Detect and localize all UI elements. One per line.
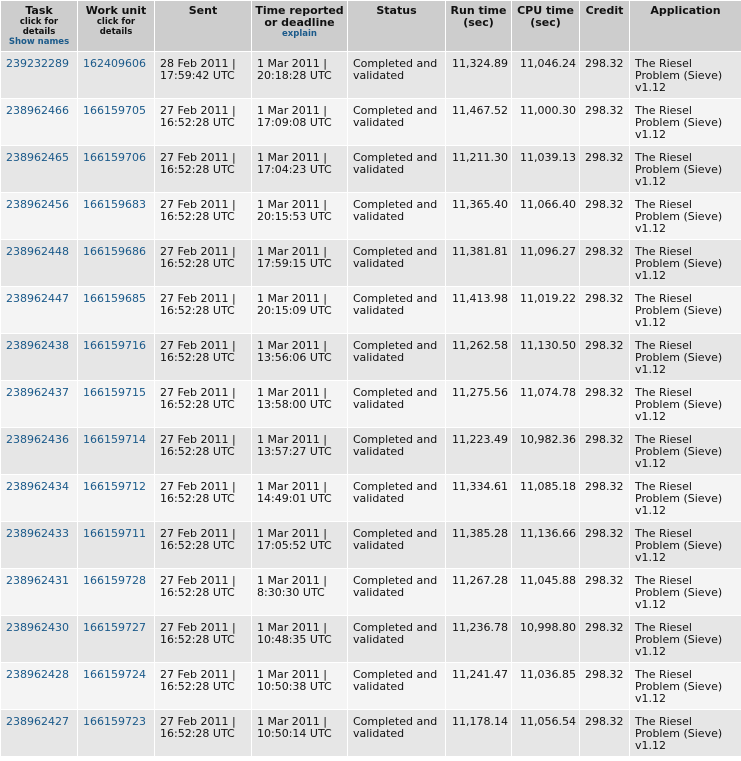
workunit-cell [78,616,155,663]
reported-cell: 1 Mar 2011 | 20:15:09 UTC [252,287,348,334]
header-application [630,1,741,52]
application-cell: The Riesel Problem (Sieve) v1.12 [630,240,741,287]
application-cell: The Riesel Problem (Sieve) v1.12 [630,616,741,663]
credit-cell: 298.32 [580,710,630,757]
sent-cell: 27 Feb 2011 | 16:52:28 UTC [155,193,252,240]
task-link[interactable]: 238962448 [6,245,69,258]
header-sent [155,1,252,52]
reported-cell: 1 Mar 2011 | 17:05:52 UTC [252,522,348,569]
cpu-time-cell: 11,036.85 [512,663,580,710]
status-cell: Completed and validated [348,569,446,616]
table-row [1,663,741,710]
header-credit [580,1,630,52]
status-cell: Completed and validated [348,522,446,569]
workunit-cell [78,569,155,616]
workunit-cell [78,475,155,522]
reported-cell: 1 Mar 2011 | 8:30:30 UTC [252,569,348,616]
run-time-cell: 11,262.58 [446,334,512,381]
workunit-link[interactable]: 166159706 [83,151,146,164]
task-link[interactable]: 238962427 [6,715,69,728]
status-cell: Completed and validated [348,710,446,757]
workunit-cell [78,522,155,569]
credit-cell: 298.32 [580,240,630,287]
sent-cell: 27 Feb 2011 | 16:52:28 UTC [155,146,252,193]
credit-cell: 298.32 [580,334,630,381]
reported-cell: 1 Mar 2011 | 17:09:08 UTC [252,99,348,146]
application-cell: The Riesel Problem (Sieve) v1.12 [630,428,741,475]
task-link[interactable]: 239232289 [6,57,69,70]
workunit-cell [78,663,155,710]
run-time-cell: 11,267.28 [446,569,512,616]
table-row [1,381,741,428]
sent-cell: 27 Feb 2011 | 16:52:28 UTC [155,475,252,522]
header-run-time [446,1,512,52]
run-time-cell: 11,178.14 [446,710,512,757]
task-link[interactable]: 238962428 [6,668,69,681]
workunit-cell [78,287,155,334]
credit-cell: 298.32 [580,287,630,334]
workunit-link[interactable]: 166159714 [83,433,146,446]
table-row [1,52,741,99]
credit-cell: 298.32 [580,663,630,710]
status-cell: Completed and validated [348,240,446,287]
workunit-cell [78,381,155,428]
status-cell: Completed and validated [348,334,446,381]
workunit-link[interactable]: 166159683 [83,198,146,211]
header-status [348,1,446,52]
workunit-cell [78,99,155,146]
workunit-cell [78,240,155,287]
workunit-link[interactable]: 166159716 [83,339,146,352]
run-time-cell: 11,334.61 [446,475,512,522]
reported-cell: 1 Mar 2011 | 10:50:14 UTC [252,710,348,757]
reported-cell: 1 Mar 2011 | 13:57:27 UTC [252,428,348,475]
header-workunit-label: Work unit [85,4,147,17]
workunit-link[interactable]: 166159686 [83,245,146,258]
table-header [1,1,741,52]
table-row [1,146,741,193]
task-link[interactable]: 238962438 [6,339,69,352]
credit-cell: 298.32 [580,381,630,428]
table-row [1,616,741,663]
task-cell [1,663,78,710]
header-application-label: Application [650,4,721,17]
reported-cell: 1 Mar 2011 | 17:04:23 UTC [252,146,348,193]
credit-cell: 298.32 [580,146,630,193]
application-cell: The Riesel Problem (Sieve) v1.12 [630,334,741,381]
show-names-link[interactable]: Show names [8,37,70,47]
cpu-time-cell: 11,074.78 [512,381,580,428]
status-cell: Completed and validated [348,428,446,475]
cpu-time-cell: 10,998.80 [512,616,580,663]
header-status-label: Status [376,4,417,17]
cpu-time-cell: 10,982.36 [512,428,580,475]
table-row [1,522,741,569]
run-time-cell: 11,467.52 [446,99,512,146]
task-link[interactable]: 238962434 [6,480,69,493]
table-row [1,569,741,616]
task-link[interactable]: 238962437 [6,386,69,399]
reported-cell: 1 Mar 2011 | 13:58:00 UTC [252,381,348,428]
run-time-cell: 11,275.56 [446,381,512,428]
task-cell [1,522,78,569]
sent-cell: 27 Feb 2011 | 16:52:28 UTC [155,99,252,146]
reported-cell: 1 Mar 2011 | 20:18:28 UTC [252,52,348,99]
sent-cell: 27 Feb 2011 | 16:52:28 UTC [155,522,252,569]
sent-cell: 27 Feb 2011 | 16:52:28 UTC [155,334,252,381]
run-time-cell: 11,211.30 [446,146,512,193]
status-cell: Completed and validated [348,381,446,428]
workunit-cell [78,193,155,240]
task-link[interactable]: 238962430 [6,621,69,634]
run-time-cell: 11,385.28 [446,522,512,569]
cpu-time-cell: 11,085.18 [512,475,580,522]
explain-link[interactable]: explain [282,29,317,39]
application-cell: The Riesel Problem (Sieve) v1.12 [630,475,741,522]
header-time-reported-label: Time reported or deadline [255,4,344,29]
task-cell [1,475,78,522]
sent-cell: 27 Feb 2011 | 16:52:28 UTC [155,287,252,334]
header-cpu-time [512,1,580,52]
application-cell: The Riesel Problem (Sieve) v1.12 [630,522,741,569]
header-row [1,1,741,52]
reported-cell: 1 Mar 2011 | 10:48:35 UTC [252,616,348,663]
cpu-time-cell: 11,039.13 [512,146,580,193]
table-row [1,240,741,287]
workunit-link[interactable]: 166159724 [83,668,146,681]
header-time-reported [252,1,348,52]
workunit-cell [78,334,155,381]
credit-cell: 298.32 [580,428,630,475]
status-cell: Completed and validated [348,146,446,193]
task-cell [1,334,78,381]
header-run-time-label: Run time (sec) [450,4,507,29]
task-cell [1,52,78,99]
task-link[interactable]: 238962466 [6,104,69,117]
sent-cell: 27 Feb 2011 | 16:52:28 UTC [155,240,252,287]
application-cell: The Riesel Problem (Sieve) v1.12 [630,99,741,146]
header-credit-label: Credit [585,4,624,17]
task-cell [1,287,78,334]
header-task-sublabel: click for details [19,17,59,37]
cpu-time-cell: 11,096.27 [512,240,580,287]
credit-cell: 298.32 [580,616,630,663]
run-time-cell: 11,413.98 [446,287,512,334]
run-time-cell: 11,381.81 [446,240,512,287]
task-link[interactable]: 238962436 [6,433,69,446]
header-workunit-sublabel: click for details [96,17,136,37]
task-cell [1,710,78,757]
credit-cell: 298.32 [580,569,630,616]
header-task [1,1,78,52]
task-link[interactable]: 238962447 [6,292,69,305]
table-row [1,428,741,475]
table-row [1,475,741,522]
workunit-link[interactable]: 166159711 [83,527,146,540]
cpu-time-cell: 11,000.30 [512,99,580,146]
run-time-cell: 11,241.47 [446,663,512,710]
reported-cell: 1 Mar 2011 | 14:49:01 UTC [252,475,348,522]
workunit-cell [78,52,155,99]
task-cell [1,381,78,428]
cpu-time-cell: 11,019.22 [512,287,580,334]
task-link[interactable]: 238962456 [6,198,69,211]
status-cell: Completed and validated [348,287,446,334]
header-task-label: Task [25,4,53,17]
workunit-link[interactable]: 166159728 [83,574,146,587]
sent-cell: 27 Feb 2011 | 16:52:28 UTC [155,428,252,475]
status-cell: Completed and validated [348,663,446,710]
workunit-link[interactable]: 166159685 [83,292,146,305]
sent-cell: 27 Feb 2011 | 16:52:28 UTC [155,663,252,710]
status-cell: Completed and validated [348,475,446,522]
status-cell: Completed and validated [348,99,446,146]
status-cell: Completed and validated [348,193,446,240]
application-cell: The Riesel Problem (Sieve) v1.12 [630,569,741,616]
reported-cell: 1 Mar 2011 | 13:56:06 UTC [252,334,348,381]
run-time-cell: 11,223.49 [446,428,512,475]
application-cell: The Riesel Problem (Sieve) v1.12 [630,193,741,240]
workunit-link[interactable]: 166159727 [83,621,146,634]
application-cell: The Riesel Problem (Sieve) v1.12 [630,710,741,757]
sent-cell: 27 Feb 2011 | 16:52:28 UTC [155,381,252,428]
task-cell [1,240,78,287]
application-cell: The Riesel Problem (Sieve) v1.12 [630,287,741,334]
application-cell: The Riesel Problem (Sieve) v1.12 [630,663,741,710]
task-cell [1,616,78,663]
workunit-link[interactable]: 166159712 [83,480,146,493]
workunit-link[interactable]: 166159705 [83,104,146,117]
table-row [1,710,741,757]
cpu-time-cell: 11,066.40 [512,193,580,240]
workunit-cell [78,146,155,193]
application-cell: The Riesel Problem (Sieve) v1.12 [630,52,741,99]
reported-cell: 1 Mar 2011 | 10:50:38 UTC [252,663,348,710]
workunit-link[interactable]: 166159723 [83,715,146,728]
cpu-time-cell: 11,136.66 [512,522,580,569]
workunit-cell [78,710,155,757]
credit-cell: 298.32 [580,99,630,146]
workunit-link[interactable]: 162409606 [83,57,146,70]
header-workunit [78,1,155,52]
header-cpu-time-label: CPU time (sec) [517,4,574,29]
task-link[interactable]: 238962433 [6,527,69,540]
sent-cell: 27 Feb 2011 | 16:52:28 UTC [155,710,252,757]
task-cell [1,193,78,240]
task-link[interactable]: 238962465 [6,151,69,164]
table-row [1,334,741,381]
run-time-cell: 11,236.78 [446,616,512,663]
cpu-time-cell: 11,045.88 [512,569,580,616]
task-cell [1,428,78,475]
header-sent-label: Sent [188,4,218,17]
sent-cell: 28 Feb 2011 | 17:59:42 UTC [155,52,252,99]
reported-cell: 1 Mar 2011 | 20:15:53 UTC [252,193,348,240]
credit-cell: 298.32 [580,193,630,240]
credit-cell: 298.32 [580,475,630,522]
task-cell [1,99,78,146]
table-body [1,52,741,757]
task-cell [1,146,78,193]
run-time-cell: 11,365.40 [446,193,512,240]
status-cell: Completed and validated [348,52,446,99]
sent-cell: 27 Feb 2011 | 16:52:28 UTC [155,616,252,663]
credit-cell: 298.32 [580,522,630,569]
table-row [1,287,741,334]
status-cell: Completed and validated [348,616,446,663]
workunit-link[interactable]: 166159715 [83,386,146,399]
task-cell [1,569,78,616]
task-link[interactable]: 238962431 [6,574,69,587]
cpu-time-cell: 11,056.54 [512,710,580,757]
workunit-cell [78,428,155,475]
table-row [1,193,741,240]
cpu-time-cell: 11,046.24 [512,52,580,99]
credit-cell: 298.32 [580,52,630,99]
run-time-cell: 11,324.89 [446,52,512,99]
table-row [1,99,741,146]
sent-cell: 27 Feb 2011 | 16:52:28 UTC [155,569,252,616]
reported-cell: 1 Mar 2011 | 17:59:15 UTC [252,240,348,287]
application-cell: The Riesel Problem (Sieve) v1.12 [630,381,741,428]
cpu-time-cell: 11,130.50 [512,334,580,381]
application-cell: The Riesel Problem (Sieve) v1.12 [630,146,741,193]
